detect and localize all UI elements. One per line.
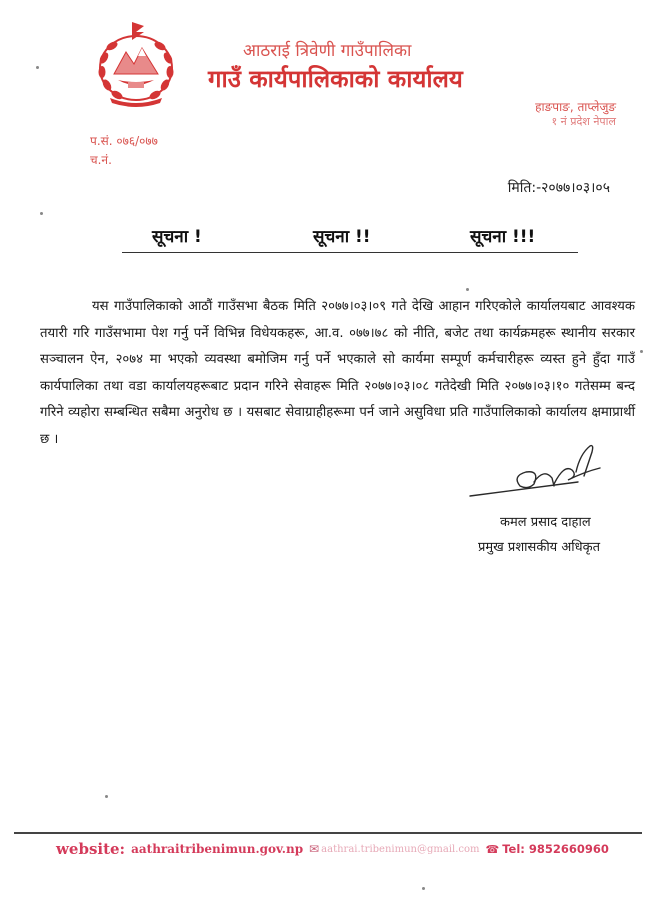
notice-heading-1: सूचना !: [152, 227, 202, 247]
reference-number: प.सं. ०७६/०७७: [90, 134, 158, 148]
website-link[interactable]: aathraitribenimun.gov.np: [131, 842, 304, 856]
signer-title: प्रमुख प्रशासकीय अधिकृत: [478, 540, 601, 555]
scan-speck: [105, 795, 108, 798]
municipality-name: आठराई त्रिवेणी गाउँपालिका: [243, 41, 412, 61]
office-name: गाउँ कार्यपालिकाको कार्यालय: [208, 65, 463, 93]
phone-number: Tel: 9852660960: [502, 842, 609, 856]
email-link[interactable]: aathrai.tribenimun@gmail.com: [321, 843, 480, 855]
scan-speck: [466, 288, 469, 291]
notice-heading-3: सूचना !!!: [470, 227, 536, 247]
heading-underline: [122, 252, 578, 253]
scan-speck: [422, 887, 425, 890]
notice-body: यस गाउँपालिकाको आठौं गाउँसभा बैठक मिति २०७७।०३।०९ गते देखि आहान गरिएकोले कार्यालयबाट आवश्यक तयारी गरि गाउँसभामा पेश गर्नु पर्ने विभिन्न विधेयकहरू, आ.व. ०७७।७८ को नीति, बजेट तथा कार्यक्रमहरू स्थानीय सरकार सञ्चालन ऐन, २०७४ मा भएको व्यवस्था बमोजिम गर्नु पर्ने भएकाले सो कार्यमा सम्पूर्ण कर्मचारीहरू व्यस्त हुने हुँदा गाउँ कार्यपालिका तथा वडा कार्यालयहरूबाट प्रदान गरिने सेवाहरू मिति २०७७।०३।०८ गतेदेखी मिति २०७७।०३।१० गतेसम्म बन्द गरिने व्यहोरा सम्बन्धित सबैमा अनुरोध छ । यसबाट सेवाग्राहीहरूमा पर्न जाने असुविधा प्रति गाउँपालिकाको कार्यालय क्षमाप्रार्थी छ ।: [40, 299, 640, 447]
signer-name: कमल प्रसाद दाहाल: [500, 515, 591, 530]
footer: [56, 838, 616, 860]
scan-speck: [40, 212, 43, 215]
notice-heading-2: सूचना !!: [313, 227, 371, 247]
mail-icon: ✉: [309, 842, 320, 856]
phone-icon: ☎: [485, 842, 500, 856]
scan-speck: [36, 66, 39, 69]
municipality-emblem-icon: [90, 18, 182, 110]
scan-speck: [640, 350, 643, 353]
website-label: website:: [56, 840, 126, 858]
signature-icon: [468, 442, 613, 500]
province-label: १ नं प्रदेश नेपाल: [551, 115, 616, 128]
office-address: हाङपाङ, ताप्लेजुङ: [535, 100, 616, 114]
dispatch-number: च.नं.: [90, 153, 112, 167]
footer-divider: [14, 832, 642, 834]
letter-date: मिति:-२०७७।०३।०५: [507, 180, 610, 196]
